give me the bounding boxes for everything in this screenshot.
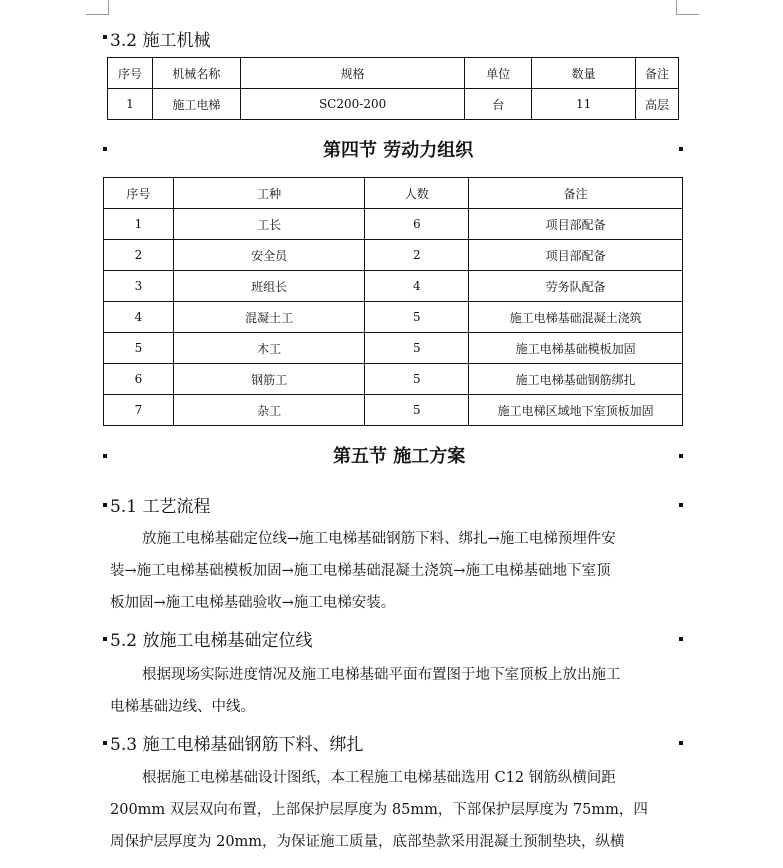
- table-cell: 施工电梯区域地下室顶板加固: [469, 395, 683, 426]
- machinery-header-cell: 备注: [636, 58, 679, 89]
- table-cell: 7: [104, 395, 174, 426]
- table-cell: 项目部配备: [469, 240, 683, 271]
- table-row: [104, 240, 683, 271]
- table-cell: 施工电梯基础混凝土浇筑: [469, 302, 683, 333]
- paragraph-mark: [679, 503, 683, 507]
- labor-header-cell: 人数: [365, 178, 469, 209]
- table-cell: 1: [108, 89, 153, 120]
- machinery-header-cell: 数量: [532, 58, 636, 89]
- labor-header-cell: 序号: [104, 178, 174, 209]
- paragraph-mark: [103, 147, 107, 151]
- table-cell: 5: [365, 395, 469, 426]
- table-cell: 高层: [636, 89, 679, 120]
- labor-header-cell: 工种: [173, 178, 365, 209]
- table-cell: 施工电梯基础模板加固: [469, 333, 683, 364]
- section-5-title: 第五节 施工方案: [333, 446, 466, 467]
- table-cell: 2: [365, 240, 469, 271]
- table-cell: 混凝土工: [173, 302, 365, 333]
- text-line: 根据现场实际进度情况及施工电梯基础平面布置图于地下室顶板上放出施工: [142, 667, 621, 683]
- table-cell: 安全员: [173, 240, 365, 271]
- table-cell: 11: [532, 89, 636, 120]
- table-cell: 5: [365, 302, 469, 333]
- machinery-header-cell: 单位: [465, 58, 532, 89]
- paragraph-5-3: [110, 762, 648, 858]
- table-row: [104, 302, 683, 333]
- paragraph-mark: [103, 741, 107, 745]
- paragraph-mark: [679, 741, 683, 745]
- table-cell: 台: [465, 89, 532, 120]
- labor-organization-table: [103, 177, 683, 426]
- paragraph-mark: [103, 35, 107, 39]
- text-line: 装→施工电梯基础模板加固→施工电梯基础混凝土浇筑→施工电梯基础地下室顶: [110, 563, 611, 579]
- table-row: [104, 364, 683, 395]
- text-line: 放施工电梯基础定位线→施工电梯基础钢筋下料、绑扎→施工电梯预埋件安: [142, 531, 616, 547]
- section-heading-3-2: 3.2 施工机械: [110, 31, 211, 51]
- table-cell: 4: [365, 271, 469, 302]
- text-line: 200mm 双层双向布置，上部保护层厚度为 85mm，下部保护层厚度为 75mm，四: [110, 802, 648, 818]
- paragraph-mark: [679, 637, 683, 641]
- table-row: [104, 209, 683, 240]
- table-cell: 4: [104, 302, 174, 333]
- page-corner-mark-right: [676, 0, 699, 15]
- table-cell: 杂工: [173, 395, 365, 426]
- table-cell: 2: [104, 240, 174, 271]
- table-cell: 3: [104, 271, 174, 302]
- table-cell: 1: [104, 209, 174, 240]
- table-cell: 5: [104, 333, 174, 364]
- paragraph-mark: [679, 454, 683, 458]
- table-cell: 工长: [173, 209, 365, 240]
- section-heading-5-3: 5.3 施工电梯基础钢筋下料、绑扎: [110, 735, 364, 755]
- machinery-header-cell: 机械名称: [152, 58, 240, 89]
- table-row: [104, 333, 683, 364]
- section-4-title: 第四节 劳动力组织: [323, 140, 474, 161]
- text-line: 电梯基础边线、中线。: [110, 699, 255, 715]
- table-cell: 项目部配备: [469, 209, 683, 240]
- machinery-table: [107, 57, 679, 120]
- paragraph-5-1: [110, 523, 616, 619]
- table-cell: 劳务队配备: [469, 271, 683, 302]
- table-cell: 施工电梯基础钢筋绑扎: [469, 364, 683, 395]
- machinery-header-cell: 规格: [240, 58, 465, 89]
- table-cell: 木工: [173, 333, 365, 364]
- labor-header-cell: 备注: [469, 178, 683, 209]
- section-heading-5-1: 5.1 工艺流程: [110, 497, 211, 517]
- text-line: 根据施工电梯基础设计图纸，本工程施工电梯基础选用 C12 钢筋纵横间距: [142, 770, 616, 786]
- table-row: [104, 395, 683, 426]
- table-cell: 6: [365, 209, 469, 240]
- paragraph-mark: [679, 147, 683, 151]
- table-cell: 6: [104, 364, 174, 395]
- table-row: [108, 89, 679, 120]
- paragraph-mark: [103, 503, 107, 507]
- table-cell: 5: [365, 333, 469, 364]
- section-heading-5-2: 5.2 放施工电梯基础定位线: [110, 631, 313, 651]
- paragraph-mark: [103, 454, 107, 458]
- page-corner-mark-left: [86, 0, 109, 15]
- text-line: 板加固→施工电梯基础验收→施工电梯安装。: [110, 595, 396, 611]
- paragraph-5-2: [110, 659, 621, 723]
- table-cell: SC200-200: [240, 89, 465, 120]
- table-cell: 班组长: [173, 271, 365, 302]
- table-cell: 5: [365, 364, 469, 395]
- paragraph-mark: [103, 637, 107, 641]
- table-row: [104, 271, 683, 302]
- machinery-header-cell: 序号: [108, 58, 153, 89]
- table-cell: 钢筋工: [173, 364, 365, 395]
- table-cell: 施工电梯: [152, 89, 240, 120]
- text-line: 周保护层厚度为 20mm，为保证施工质量，底部垫款采用混凝土预制垫块，纵横: [110, 834, 625, 850]
